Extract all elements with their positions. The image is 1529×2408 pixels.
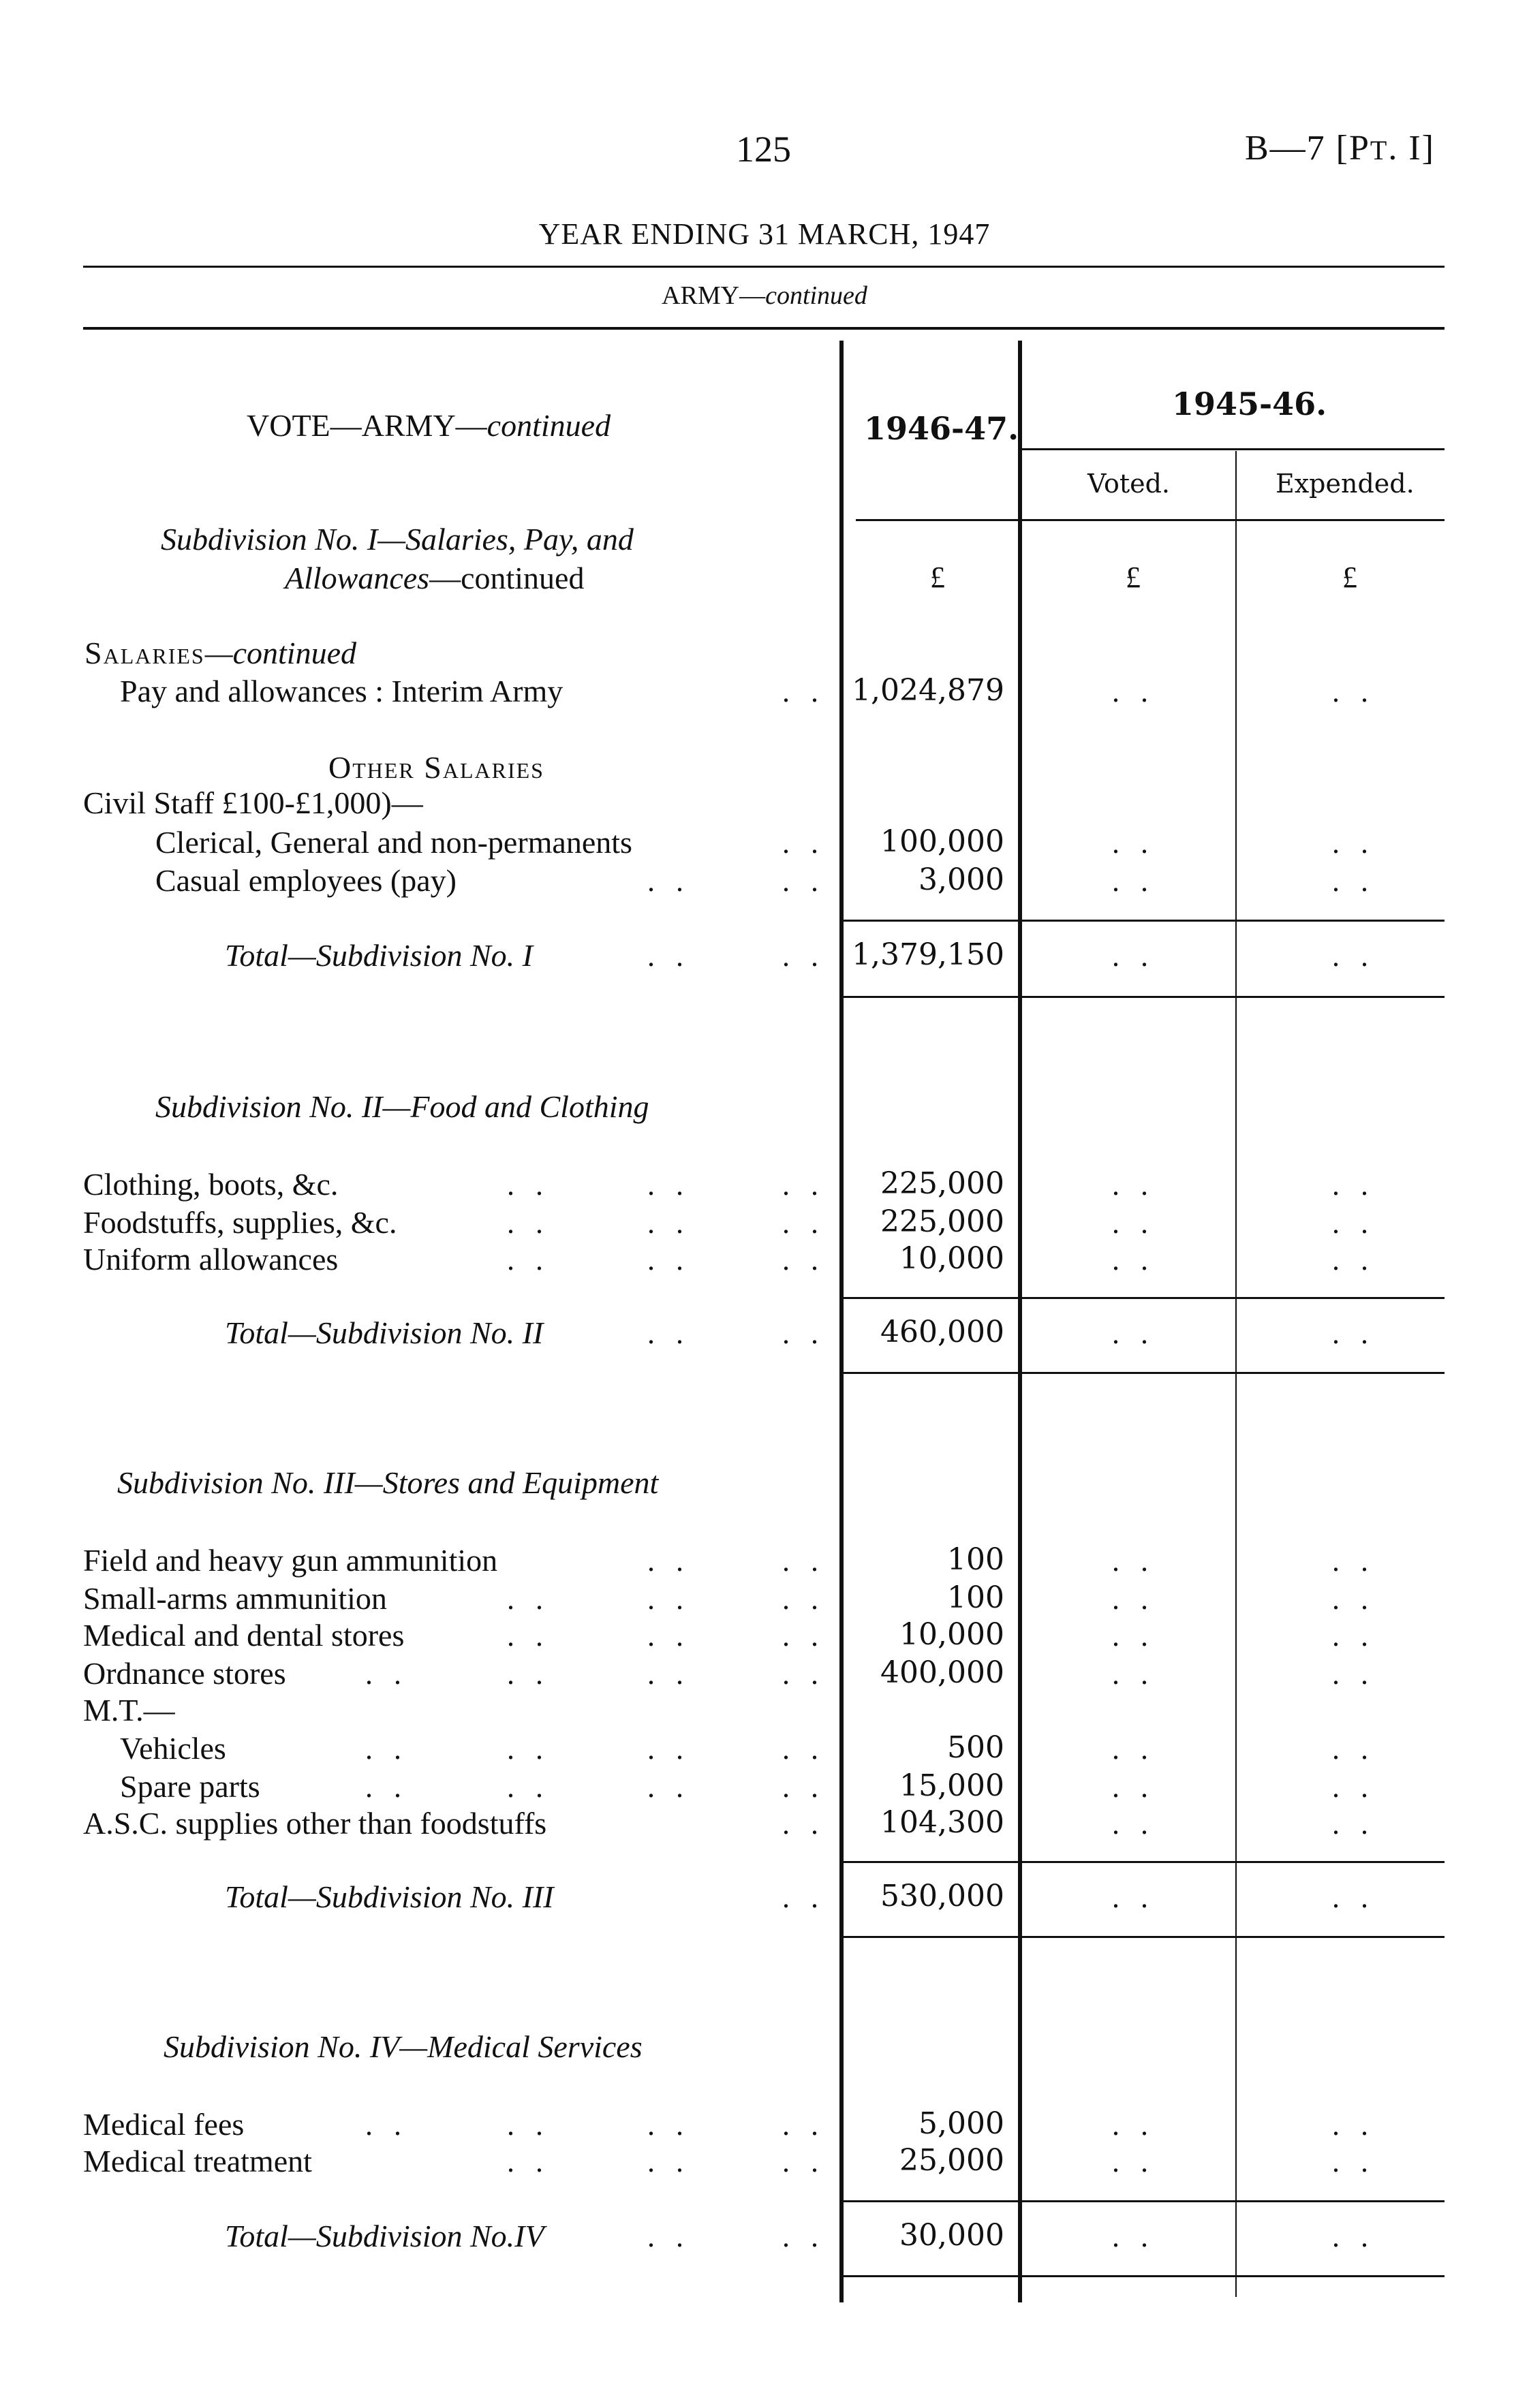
leader-dots: . . [782,1317,825,1350]
empty-voted: . . [1112,939,1155,973]
line-item-label: Medical treatment [83,2144,312,2178]
empty-expended: . . [1332,864,1375,898]
leader-dots: . . [365,1770,408,1804]
empty-voted: . . [1112,1881,1155,1914]
leader-dots: . . [647,1168,690,1202]
amount-1946-47: 104,300 [880,1805,1004,1840]
column-rule [1018,341,1022,2302]
line-item-label: Uniform allowances [83,1242,339,1277]
empty-expended: . . [1332,1317,1375,1350]
leader-dots: . . [507,1582,550,1616]
amount-1946-47: 100,000 [880,824,1004,859]
empty-expended: . . [1332,1168,1375,1202]
other-salaries-heading: Other Salaries [328,750,544,785]
empty-voted: . . [1112,675,1155,708]
divider [83,266,1445,268]
amount-1946-47: 500 [947,1730,1004,1765]
section-heading: ARMY—continued [662,281,867,310]
empty-expended: . . [1332,1619,1375,1653]
empty-voted: . . [1112,1168,1155,1202]
vote-heading: VOTE—ARMY—continued [247,408,611,443]
empty-expended: . . [1332,2145,1375,2178]
empty-voted: . . [1112,1770,1155,1804]
leader-dots: . . [782,1770,825,1804]
leader-dots: . . [507,1732,550,1766]
amount-1946-47: 225,000 [880,1166,1004,1201]
divider [842,1372,1445,1374]
divider [842,1297,1445,1299]
column-rule [1235,451,1237,2297]
leader-dots: . . [782,864,825,898]
empty-voted: . . [1112,2145,1155,2178]
subdivision-title-cont: Allowances—continued [285,561,585,595]
amount-1946-47: 3,000 [918,862,1004,897]
empty-voted: . . [1112,1206,1155,1240]
amount-1946-47: 100 [947,1580,1004,1615]
leader-dots: . . [782,675,825,708]
leader-dots: . . [647,1206,690,1240]
empty-expended: . . [1332,1544,1375,1578]
empty-expended: . . [1332,1206,1375,1240]
amount-1946-47: 225,000 [880,1204,1004,1239]
leader-dots: . . [782,1582,825,1616]
divider [842,2200,1445,2202]
divider [856,519,1445,521]
divider [842,2275,1445,2277]
leader-dots: . . [507,2145,550,2178]
leader-dots: . . [782,939,825,973]
line-item-label: Foodstuffs, supplies, &c. [83,1205,397,1240]
empty-voted: . . [1112,1317,1155,1350]
divider [842,996,1445,998]
leader-dots: . . [507,1243,550,1277]
leader-dots: . . [507,1770,550,1804]
empty-voted: . . [1112,1732,1155,1766]
empty-expended: . . [1332,826,1375,860]
leader-dots: . . [782,1881,825,1914]
empty-expended: . . [1332,1881,1375,1914]
amount-1946-47: 5,000 [918,2106,1004,2141]
leader-dots: . . [365,2108,408,2142]
amount-1946-47: 400,000 [880,1655,1004,1690]
empty-voted: . . [1112,1619,1155,1653]
leader-dots: . . [782,2220,825,2253]
empty-expended: . . [1332,1732,1375,1766]
line-item-label: Spare parts [120,1769,260,1804]
empty-expended: . . [1332,1582,1375,1616]
subtotal-label: Total—Subdivision No.IV [225,2219,544,2253]
line-item-label: Ordnance stores [83,1656,286,1691]
empty-expended: . . [1332,1770,1375,1804]
leader-dots: . . [647,1582,690,1616]
currency-voted: £ [1126,561,1141,594]
line-item-label: Medical fees [83,2107,245,2142]
line-item-label: Field and heavy gun ammunition [83,1543,498,1578]
amount-1946-47: 100 [947,1542,1004,1577]
amount-1946-47: 10,000 [899,1617,1004,1652]
subtotal-label: Total—Subdivision No. II [225,1315,544,1350]
divider [842,920,1445,922]
leader-dots: . . [647,1732,690,1766]
leader-dots: . . [782,1168,825,1202]
empty-voted: . . [1112,1544,1155,1578]
leader-dots: . . [647,2220,690,2253]
subdivision-title: Subdivision No. I—Salaries, Pay, and [161,522,634,557]
leader-dots: . . [507,1168,550,1202]
subtotal-1946-47: 1,379,150 [852,937,1004,972]
empty-expended: . . [1332,2220,1375,2253]
empty-expended: . . [1332,1657,1375,1691]
empty-voted: . . [1112,864,1155,898]
empty-expended: . . [1332,1807,1375,1841]
leader-dots: . . [782,1807,825,1841]
line-item-label: Pay and allowances : Interim Army [120,674,563,708]
leader-dots: . . [647,1243,690,1277]
leader-dots: . . [647,1317,690,1350]
leader-dots: . . [507,2108,550,2142]
amount-1946-47: 25,000 [899,2143,1004,2178]
leader-dots: . . [647,1770,690,1804]
subdivision-title: Subdivision No. III—Stores and Equipment [117,1465,659,1500]
leader-dots: . . [782,1544,825,1578]
line-item-label: Civil Staff £100-£1,000)— [83,785,423,820]
leader-dots: . . [647,2145,690,2178]
subtotal-label: Total—Subdivision No. I [225,938,533,973]
line-item-label: Casual employees (pay) [155,863,457,898]
leader-dots: . . [782,2108,825,2142]
leader-dots: . . [365,1732,408,1766]
subtotal-label: Total—Subdivision No. III [225,1879,554,1914]
empty-voted: . . [1112,1582,1155,1616]
leader-dots: . . [647,1657,690,1691]
empty-expended: . . [1332,1243,1375,1277]
leader-dots: . . [365,1657,408,1691]
document-reference: B—7 [PT. I] [1245,129,1435,168]
leader-dots: . . [647,1619,690,1653]
currency-expended: £ [1342,561,1357,594]
leader-dots: . . [507,1657,550,1691]
col-header-expended: Expended. [1276,469,1415,499]
col-header-1946-47: 1946-47. [864,410,1019,447]
empty-voted: . . [1112,1657,1155,1691]
amount-1946-47: 15,000 [899,1768,1004,1803]
amount-1946-47: 10,000 [899,1241,1004,1276]
subtotal-1946-47: 530,000 [880,1879,1004,1913]
line-item-label: Clothing, boots, &c. [83,1167,339,1202]
line-item-label: Vehicles [120,1731,226,1766]
divider [842,1861,1445,1863]
empty-expended: . . [1332,2108,1375,2142]
line-item-label: A.S.C. supplies other than foodstuffs [83,1806,547,1841]
empty-expended: . . [1332,675,1375,708]
subtotal-1946-47: 460,000 [880,1315,1004,1349]
line-item-label: Clerical, General and non-permanents [155,825,632,860]
leader-dots: . . [647,1544,690,1578]
leader-dots: . . [782,2145,825,2178]
line-item-label: Small-arms ammunition [83,1581,387,1616]
line-item-label: M.T.— [83,1693,175,1727]
leader-dots: . . [782,1732,825,1766]
divider [1022,448,1445,450]
divider [83,327,1445,330]
line-item-label: Medical and dental stores [83,1618,405,1653]
subdivision-title: Subdivision No. II—Food and Clothing [155,1089,649,1124]
divider [842,1936,1445,1938]
leader-dots: . . [782,1206,825,1240]
leader-dots: . . [507,1206,550,1240]
leader-dots: . . [782,1657,825,1691]
empty-voted: . . [1112,826,1155,860]
year-heading: YEAR ENDING 31 MARCH, 1947 [538,217,991,251]
leader-dots: . . [647,939,690,973]
subdivision-title: Subdivision No. IV—Medical Services [164,2029,643,2064]
leader-dots: . . [782,826,825,860]
leader-dots: . . [782,1619,825,1653]
empty-voted: . . [1112,1807,1155,1841]
col-header-voted: Voted. [1087,469,1170,499]
subtotal-1946-47: 30,000 [899,2218,1004,2253]
empty-expended: . . [1332,939,1375,973]
currency-1946-47: £ [930,561,945,594]
leader-dots: . . [647,864,690,898]
col-header-1945-46: 1945-46. [1172,386,1327,422]
page-number: 125 [736,129,791,170]
leader-dots: . . [507,1619,550,1653]
amount-1946-47: 1,024,879 [852,673,1004,708]
leader-dots: . . [782,1243,825,1277]
leader-dots: . . [647,2108,690,2142]
empty-voted: . . [1112,1243,1155,1277]
empty-voted: . . [1112,2220,1155,2253]
salaries-heading: Salaries—continued [84,636,356,670]
empty-voted: . . [1112,2108,1155,2142]
